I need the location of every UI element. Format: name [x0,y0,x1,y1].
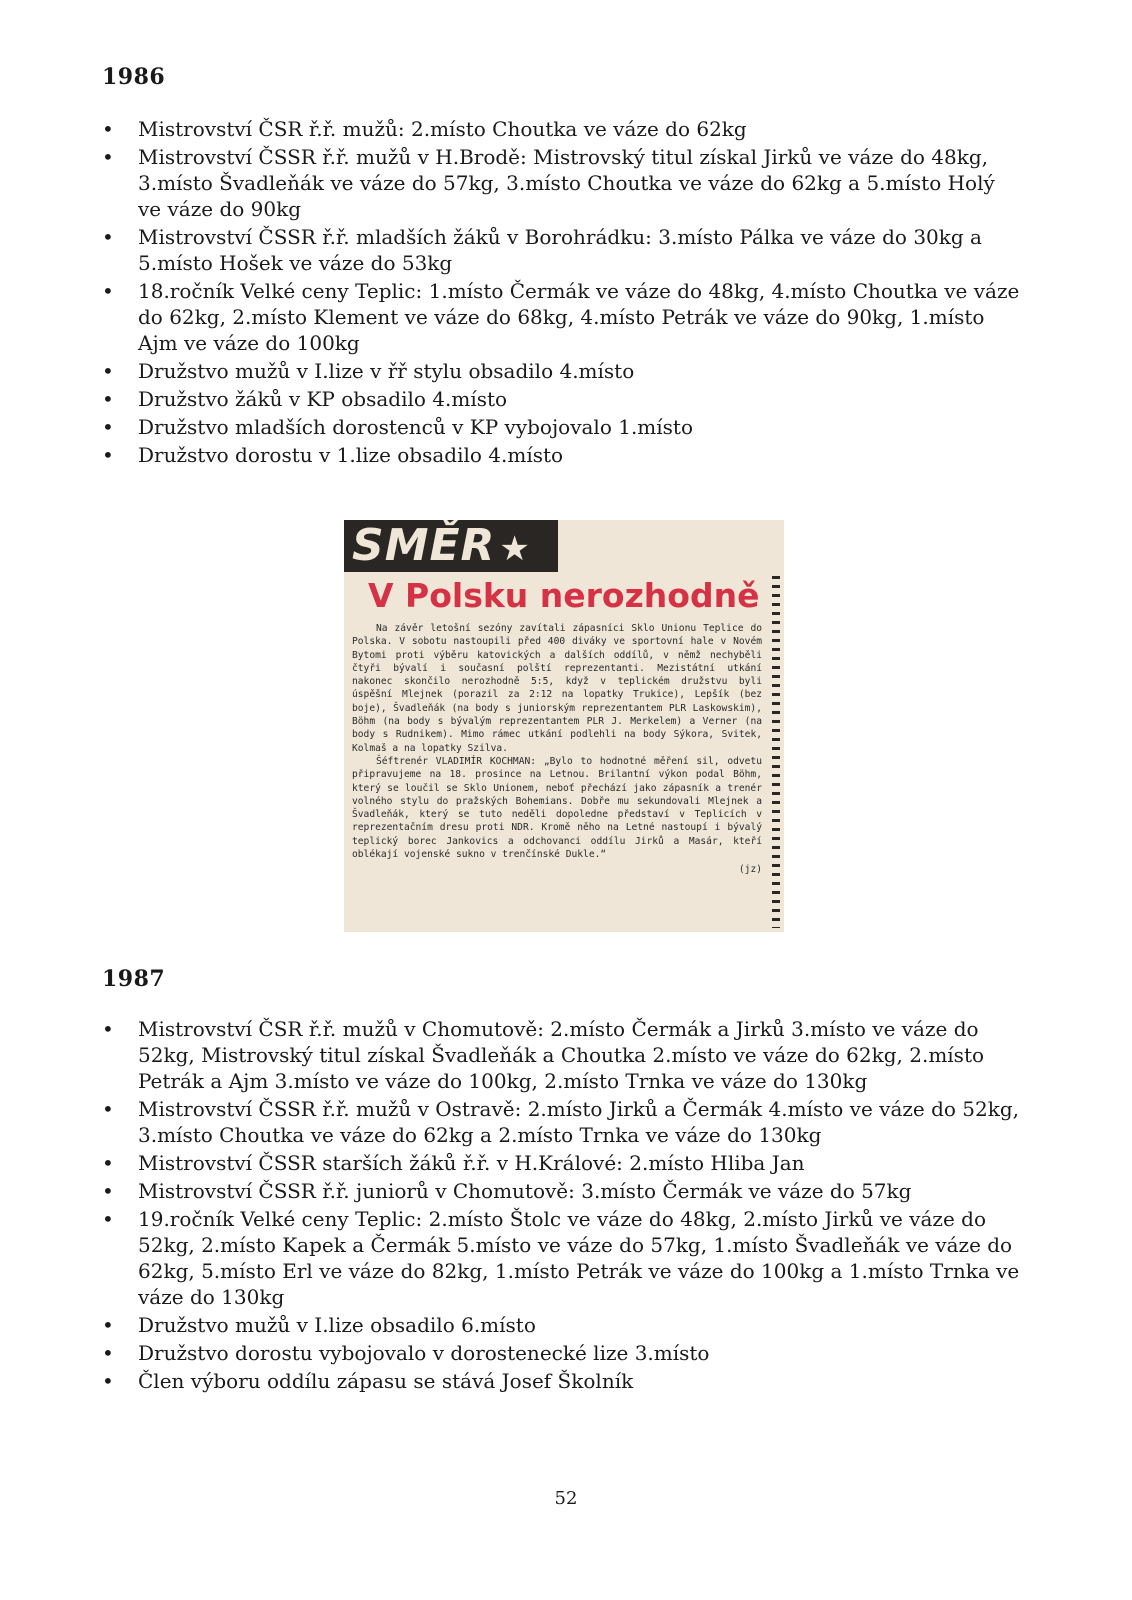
masthead-logo [344,520,558,572]
torn-edge [772,576,780,928]
article-paragraph: Na závěr letošní sezóny zavítali zápasníci Sklo Unionu Teplice do Polska. V sobotu nastoupili před 400 diváky ve sportovní hale v Novém Bytomi proti výběru katovických a dalších oddílů, v němž nechyběli čtyři bývalí i současní polští reprezentanti. Mezistátní utkání nakonec skončilo nerozhodně 5:5, když v teplickém družstvu byli úspěšní Mlejnek (porazil za 2:12 na lopatky Trukice), Lepšík (bez boje), Švadleňák (na body s juniorským reprezentantem PLR Laskowskim), Böhm (na body s bývalým reprezentantem PLR J. Merkelem) a Verner (na body s Rudnikem). Mimo rámec utkání podlehli na body Sýkora, Svitek, Kolmaš a na lopatky Szilva. [352,623,762,754]
list-item: • Mistrovství ČSSR ř.ř. mužů v Ostravě: 2.místo Jirků a Čermák 4.místo ve váze do 52kg, 3.místo Choutka ve váze do 62kg a 2.místo Trnka ve váze do 130kg [102,1096,1022,1148]
year-heading-1987: 1987 [102,966,166,992]
clipping-headline: V Polsku nerozhodně [368,576,760,615]
achievements-list-1987 [102,1016,1022,1396]
list-item: • Družstvo mladších dorostenců v KP vybojovalo 1.místo [102,414,1022,440]
clipping-article [352,622,762,877]
list-item: • Družstvo dorostu v 1.lize obsadilo 4.místo [102,442,1022,468]
list-item: • Člen výboru oddílu zápasu se stává Josef Školník [102,1368,1022,1394]
list-item: • Družstvo dorostu vybojovalo v dorostenecké lize 3.místo [102,1340,1022,1366]
list-item: • Mistrovství ČSSR ř.ř. mužů v H.Brodě: Mistrovský titul získal Jirků ve váze do 48kg, 3.místo Švadleňák ve váze do 57kg, 3.místo Choutka ve váze do 62kg a 5.místo Holý ve váze do 90kg [102,144,1022,222]
list-item: • 19.ročník Velké ceny Teplic: 2.místo Štolc ve váze do 48kg, 2.místo Jirků ve váze do 52kg, 2.místo Kapek a Čermák 5.místo ve váze do 57kg, 1.místo Švadleňák ve váze do 62kg, 5.místo Erl ve váze do 82kg, 1.místo Petrák ve váze do 100kg a 1.místo Trnka ve váze do 130kg [102,1206,1022,1310]
list-item: • Družstvo mužů v I.lize obsadilo 6.místo [102,1312,1022,1338]
list-item: • Mistrovství ČSR ř.ř. mužů v Chomutově: 2.místo Čermák a Jirků 3.místo ve váze do 52kg, Mistrovský titul získal Švadleňák a Choutka 2.místo ve váze do 62kg, 2.místo Petrák a Ajm 3.místo ve váze do 100kg, 2.místo Trnka ve váze do 130kg [102,1016,1022,1094]
article-byline: (jz) [738,864,762,876]
article-paragraph: Šéftrenér VLADIMÍR KOCHMAN: „Bylo to hodnotné měření sil, odvetu připravujeme na 18. prosince na Letnou. Brilantní výkon podal Böhm, který se loučil se Sklo Unionem, neboť přechází jako zápasník a trenér volného stylu do pražských Bohemians. Dobře mu sekundovali Mlejnek a Švadleňák, který se tuto neděli dopoledne představí v Teplicích v reprezentačním dresu proti NDR. Kromě něho na Letné nastoupí i bývalý teplický borec Jankovics a odchovanci oddílu Jirků a Masár, kteří oblékají vojenské sukno v trenčínské Dukle.“ [352,755,762,861]
newspaper-clipping [344,520,784,932]
list-item: • Mistrovství ČSSR ř.ř. juniorů v Chomutově: 3.místo Čermák ve váze do 57kg [102,1178,1022,1204]
year-heading-1986: 1986 [102,64,166,90]
page-number: 52 [554,1488,578,1509]
masthead-text: SMĚR [352,520,496,571]
achievements-list-1986 [102,116,1022,470]
list-item: • Družstvo žáků v KP obsadilo 4.místo [102,386,1022,412]
star-icon: ★ [499,529,531,569]
list-item: • Mistrovství ČSSR ř.ř. mladších žáků v Borohrádku: 3.místo Pálka ve váze do 30kg a 5.místo Hošek ve váze do 53kg [102,224,1022,276]
list-item: • Mistrovství ČSSR starších žáků ř.ř. v H.Králové: 2.místo Hliba Jan [102,1150,1022,1176]
list-item: • 18.ročník Velké ceny Teplic: 1.místo Čermák ve váze do 48kg, 4.místo Choutka ve váze do 62kg, 2.místo Klement ve váze do 68kg, 4.místo Petrák ve váze do 90kg, 1.místo Ajm ve váze do 100kg [102,278,1022,356]
list-item: • Družstvo mužů v I.lize v řř stylu obsadilo 4.místo [102,358,1022,384]
list-item: • Mistrovství ČSR ř.ř. mužů: 2.místo Choutka ve váze do 62kg [102,116,1022,142]
